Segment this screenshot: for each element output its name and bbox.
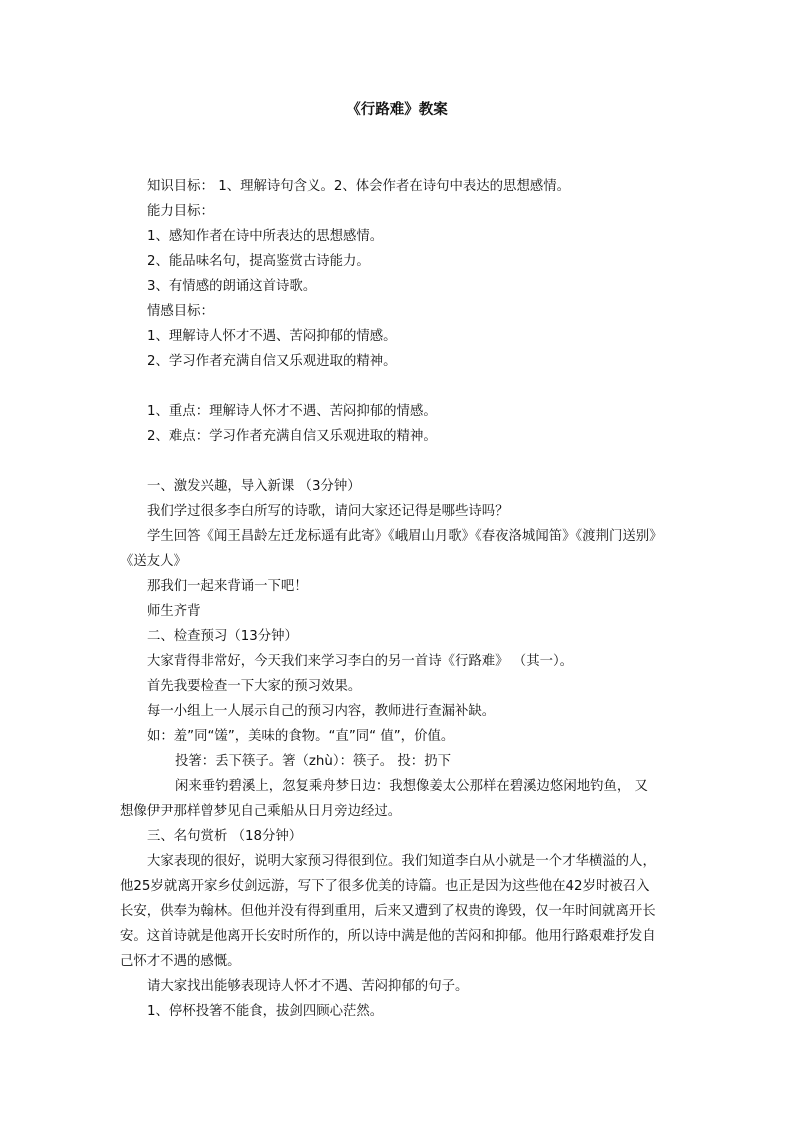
ability-objective-heading: 能力目标： [147, 204, 214, 219]
paragraph: 那我们一起来背诵一下吧！ [147, 579, 308, 594]
paragraph: 1、停杯投箸不能食，拔剑四顾心茫然。 [147, 1004, 384, 1019]
ability-objective-item: 2、能品味名句，提高鉴赏古诗能力。 [147, 254, 370, 269]
paragraph-continuation: 他25岁就离开家乡仗剑远游，写下了很多优美的诗篇。也正是因为这些他在42岁时被召入 [120, 879, 650, 894]
difficult-point: 2、难点：学习作者充满自信又乐观进取的精神。 [147, 429, 437, 444]
paragraph: 如：羞”同“馐”，美味的食物。“直”同“ 值”，价值。 [147, 729, 455, 744]
knowledge-objective: 知识目标： 1、理解诗句含义。2、体会作者在诗句中表达的思想感情。 [147, 179, 571, 194]
paragraph-continuation: 《送友人》 [120, 554, 187, 569]
paragraph: 首先我要检查一下大家的预习效果。 [147, 679, 362, 694]
paragraph: 学生回答《闻王昌龄左迁龙标遥有此寄》《峨眉山月歌》《春夜洛城闻笛》《渡荆门送别》 [147, 529, 663, 544]
ability-objective-item: 3、有情感的朗诵这首诗歌。 [147, 279, 317, 294]
emotion-objective-item: 2、学习作者充满自信又乐观进取的精神。 [147, 354, 397, 369]
paragraph: 请大家找出能够表现诗人怀才不遇、苦闷抑郁的句子。 [147, 979, 469, 994]
paragraph-continuation: 己怀才不遇的感慨。 [120, 954, 241, 969]
emotion-objective-heading: 情感目标： [147, 304, 214, 319]
paragraph-continuation: 安。这首诗就是他离开长安时所作的，所以诗中满是他的苦闷和抑郁。他用行路艰难抒发自 [120, 929, 656, 944]
paragraph: 每一小组上一人展示自己的预习内容，教师进行查漏补缺。 [147, 704, 496, 719]
paragraph-continuation: 长安，供奉为翰林。但他并没有得到重用，后来又遭到了权贵的谗毁，仅一年时间就离开长 [120, 904, 656, 919]
paragraph: 大家背得非常好，今天我们来学习李白的另一首诗《行路难》 （其一）。 [147, 654, 574, 669]
paragraph: 大家表现的很好，说明大家预习得很到位。我们知道李白从小就是一个才华横溢的人， [147, 854, 656, 869]
document-title: 《行路难》教案 [346, 102, 448, 118]
paragraph-continuation: 想像伊尹那样曾梦见自己乘船从日月旁边经过。 [120, 804, 402, 819]
emotion-objective-item: 1、理解诗人怀才不遇、苦闷抑郁的情感。 [147, 329, 397, 344]
paragraph: 投箸：丢下筷子。箸（zhù）：筷子。 投：扔下 [175, 754, 451, 769]
paragraph: 师生齐背 [147, 604, 201, 619]
ability-objective-item: 1、感知作者在诗中所表达的思想感情。 [147, 229, 384, 244]
section-heading: 二、检查预习（13分钟） [147, 629, 298, 644]
section-heading: 一、激发兴趣，导入新课 （3分钟） [147, 479, 361, 494]
paragraph: 闲来垂钓碧溪上，忽复乘舟梦日边：我想像姜太公那样在碧溪边悠闲地钓鱼， 又 [175, 779, 648, 794]
paragraph: 我们学过很多李白所写的诗歌，请问大家还记得是哪些诗吗？ [147, 504, 509, 519]
section-heading: 三、名句赏析 （18分钟） [147, 829, 303, 844]
key-point: 1、重点：理解诗人怀才不遇、苦闷抑郁的情感。 [147, 404, 437, 419]
